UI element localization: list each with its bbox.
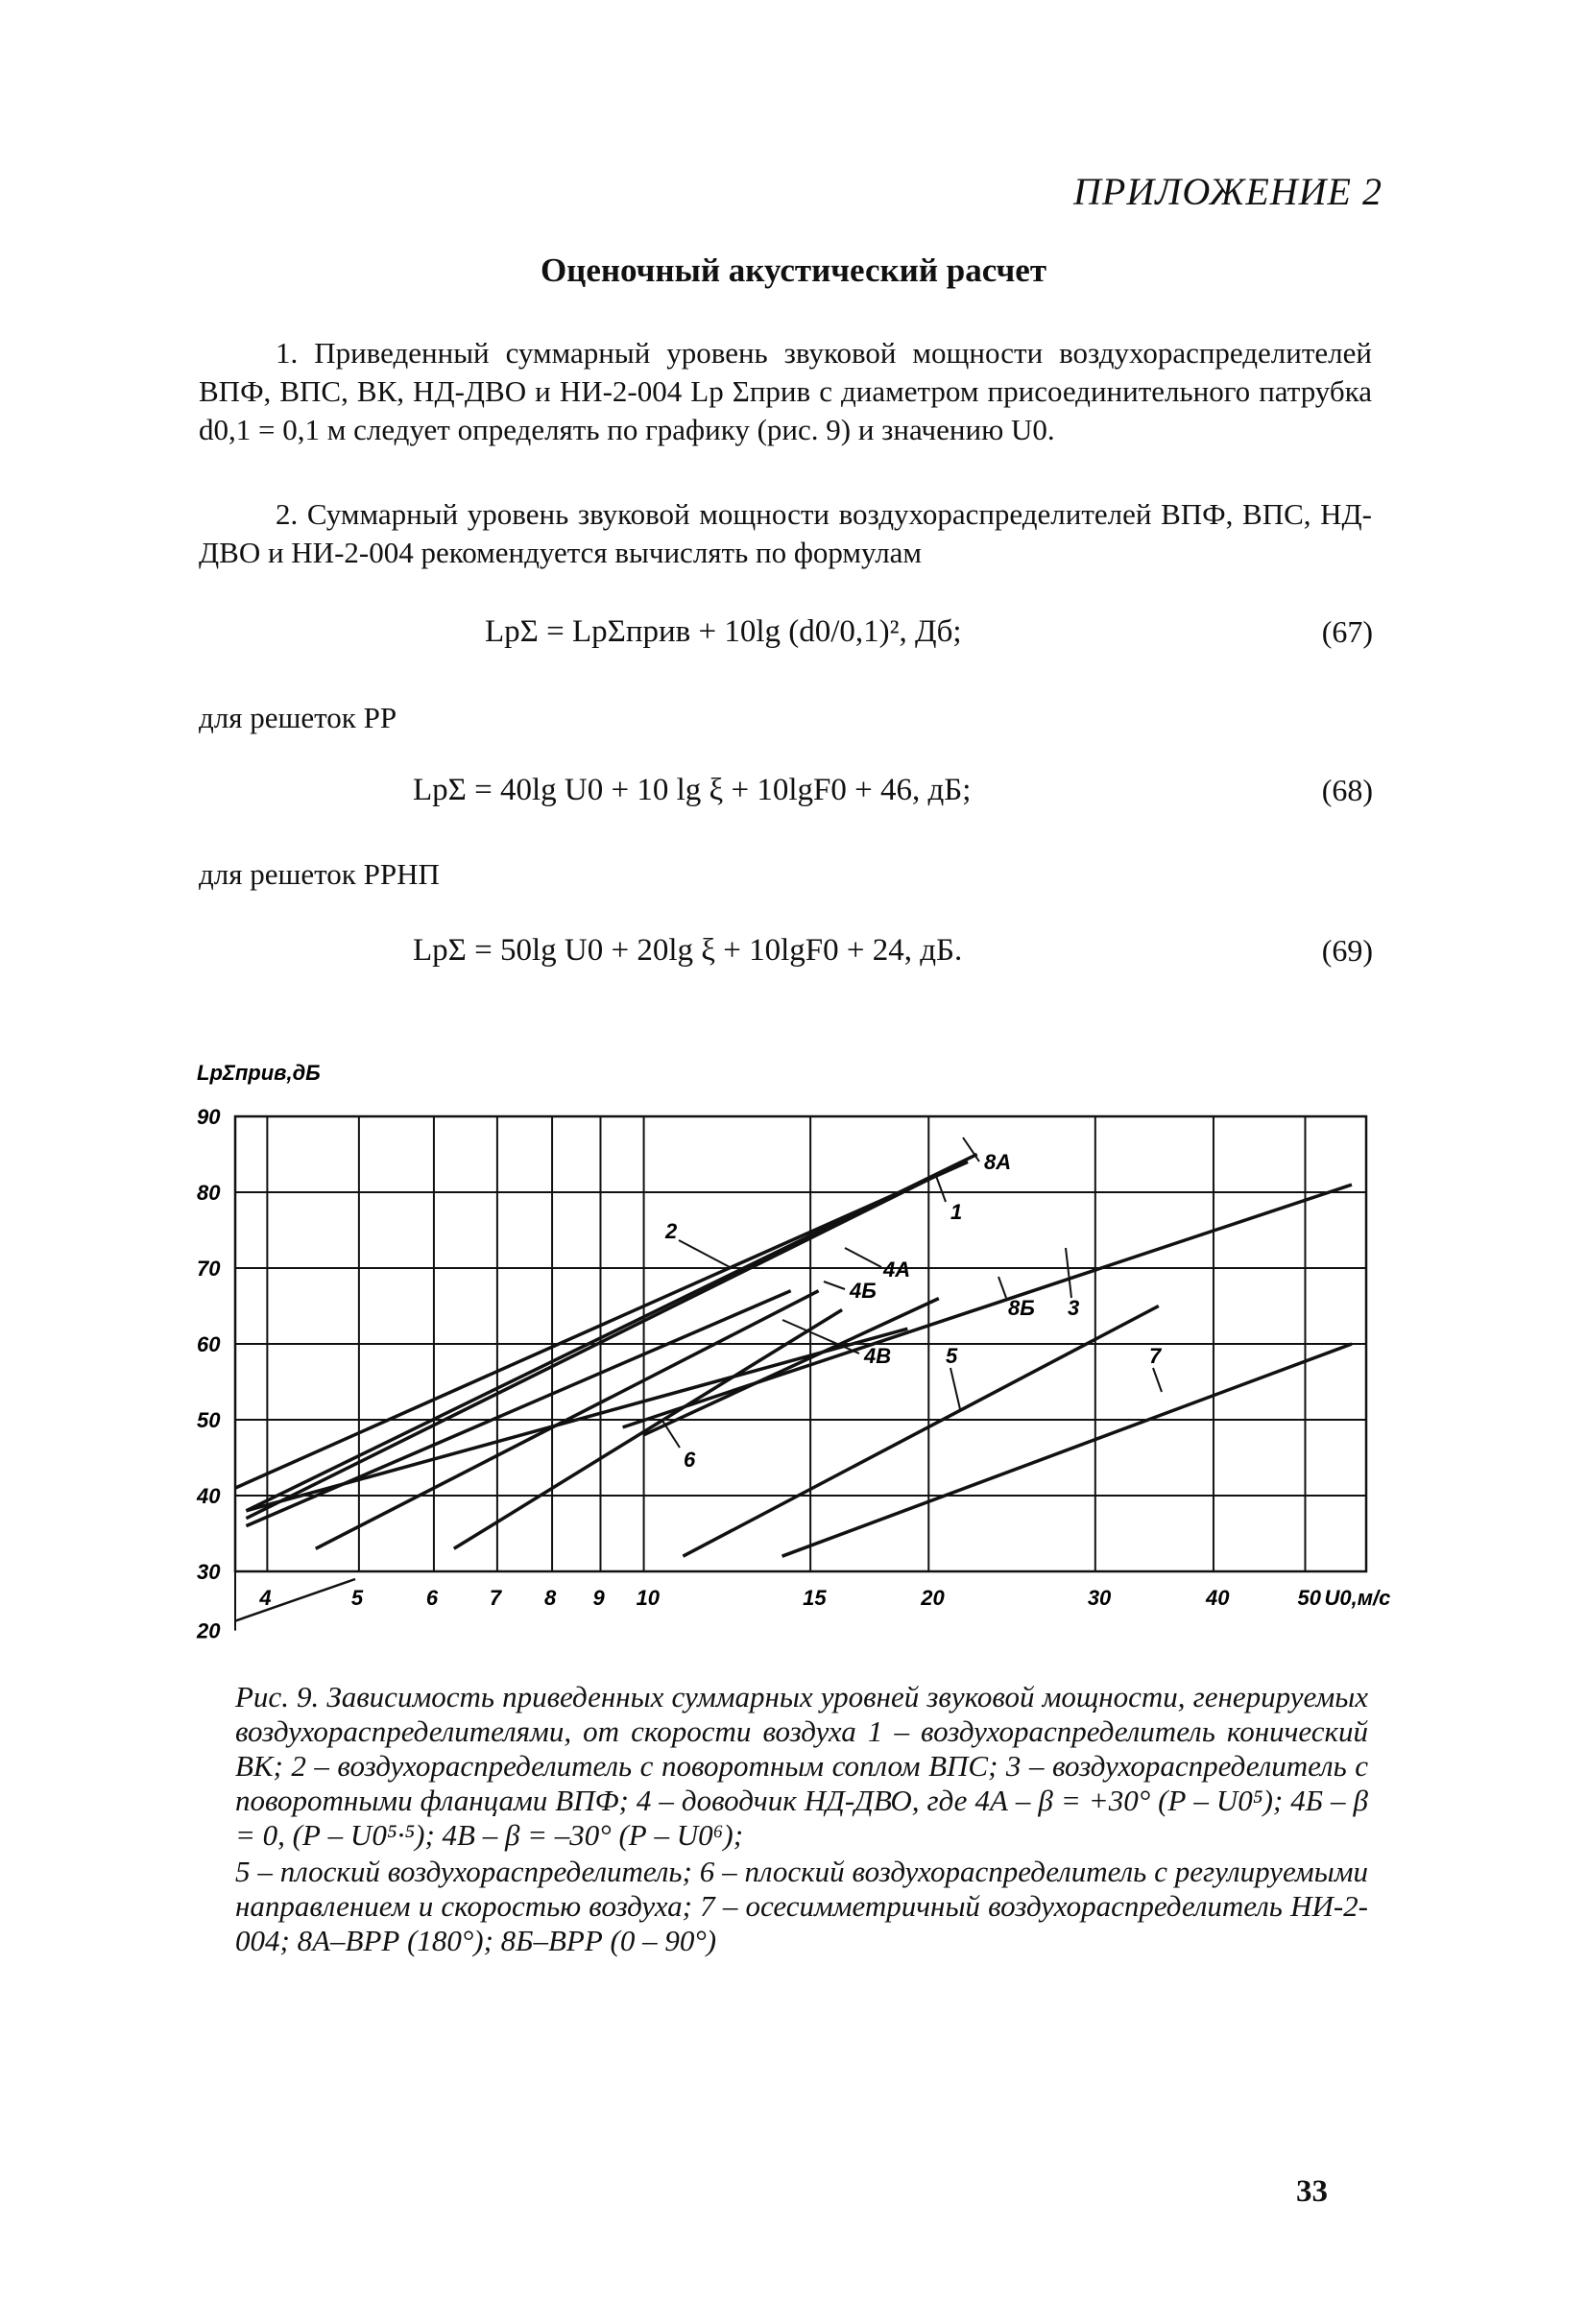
curve-leader [845, 1248, 881, 1267]
series-line-3 [623, 1185, 1352, 1427]
formula-67: LpΣ = LpΣприв + 10lg (d0/0,1)², Дб; [485, 614, 962, 649]
curve-leader [950, 1368, 960, 1409]
x-tick-label: 8 [544, 1586, 557, 1610]
series-line-4В [454, 1309, 842, 1548]
curve-leader [1153, 1368, 1162, 1392]
curve-label-4Б: 4Б [850, 1279, 877, 1303]
y-tick-label: 70 [197, 1257, 221, 1281]
formula-69-number: (69) [1321, 933, 1373, 968]
label-rrnp: для решеток РРНП [199, 857, 440, 891]
formula-68-number: (68) [1321, 773, 1373, 807]
y-tick-label: 90 [197, 1105, 221, 1129]
curve-label-8Б: 8Б [1008, 1296, 1035, 1320]
x-tick-label: 9 [592, 1586, 605, 1610]
appendix-heading: ПРИЛОЖЕНИЕ 2 [1073, 170, 1383, 213]
curve-label-3: 3 [1068, 1296, 1080, 1320]
formula-68: LpΣ = 40lg U0 + 10 lg ξ + 10lgF0 + 46, дБ; [413, 773, 972, 807]
x-tick-label: 5 [350, 1586, 364, 1610]
curve-label-2: 2 [665, 1219, 678, 1243]
x-tick-label: 6 [425, 1586, 439, 1610]
caption-part-2: 5 – плоский воздухораспределитель; 6 – плоский воздухораспределитель с регулируемыми направлением и скоростью воздуха; 7 – осесимметричный воздухораспределитель НИ-2-004; 8А–ВРР (180°); 8Б–ВРР (0 – 90°) [235, 1855, 1368, 1957]
formula-67-number: (67) [1321, 614, 1373, 649]
curve-label-7: 7 [1149, 1344, 1162, 1368]
curve-label-6: 6 [684, 1448, 696, 1472]
x-tick-label: 40 [1205, 1586, 1230, 1610]
curve-label-4В: 4В [864, 1344, 892, 1368]
curve-label-1: 1 [950, 1200, 963, 1224]
page-number: 33 [1296, 2174, 1328, 2209]
curve-leader [998, 1277, 1006, 1298]
formula-69: LpΣ = 50lg U0 + 20lg ξ + 10lgF0 + 24, дБ. [413, 933, 963, 968]
paragraph-2: 2. Суммарный уровень звуковой мощности воздухораспределителей ВПФ, ВПС, НД-ДВО и НИ-2-004 рекомендуется вычислять по формулам [199, 497, 1372, 569]
curve-leader [1066, 1248, 1071, 1298]
x-tick-label: 10 [636, 1586, 661, 1610]
section-title: Оценочный акустический расчет [540, 252, 1047, 289]
chart-axes [196, 1061, 1390, 1643]
x-axis-label: U0,м/с [1324, 1586, 1391, 1610]
curve-leader [782, 1320, 859, 1354]
y-tick-label: 20 [197, 1618, 221, 1643]
label-rr: для решеток РР [199, 701, 397, 734]
y-tick-label: 40 [197, 1484, 221, 1508]
y-tick-label: 60 [197, 1332, 221, 1356]
paragraph-1: 1. Приведенный суммарный уровень звуковой мощности воздухораспределителей ВПФ, ВПС, ВК, НД-ДВО и НИ-2-004 Lp Σприв с диаметром присоединительного патрубка d0,1 = 0,1 м следует определять по графику (рис. 9) и значению U0. [199, 336, 1372, 446]
curve-leader [936, 1176, 946, 1202]
curve-label-5: 5 [946, 1344, 958, 1368]
y-axis-label: LpΣприв,дБ [197, 1061, 321, 1085]
y-tick-label: 80 [197, 1181, 221, 1205]
curve-label-8А: 8А [984, 1150, 1012, 1174]
y-tick-label: 30 [197, 1560, 221, 1584]
series-line-4А [246, 1291, 790, 1526]
curve-leader [662, 1421, 680, 1448]
x-tick-label: 7 [489, 1586, 502, 1610]
figure-caption [235, 1680, 1368, 1960]
x-tick-label: 20 [921, 1586, 945, 1610]
y-tick-label: 50 [197, 1408, 221, 1432]
caption-part-1: Рис. 9. Зависимость приведенных суммарных уровней звуковой мощности, генерируемых воздухораспределителями, от скорости воздуха 1 – воздухораспределитель конический ВК; 2 – воздухораспределитель с поворотным соплом ВПС; 3 – воздухораспределитель с поворотными фланцами ВПФ; 4 – доводчик НД-ДВО, где 4А – β = +30° (Р – U0⁵); 4Б – β = 0, (Р – U0⁵·⁵); 4В – β = –30° (Р – U0⁶); [235, 1680, 1368, 1852]
curve-label-4А: 4А [883, 1258, 911, 1282]
curve-leader [679, 1240, 730, 1267]
curve-leader [824, 1282, 845, 1289]
series-line-8Б [644, 1299, 939, 1435]
series-line-7 [782, 1344, 1352, 1556]
x-tick-label: 4 [259, 1586, 272, 1610]
x-tick-label: 15 [803, 1586, 827, 1610]
x-tick-label: 30 [1087, 1586, 1112, 1610]
x-tick-label: 50 [1297, 1586, 1321, 1610]
series-line-2 [235, 1162, 968, 1488]
series-line-ext [235, 1579, 355, 1621]
